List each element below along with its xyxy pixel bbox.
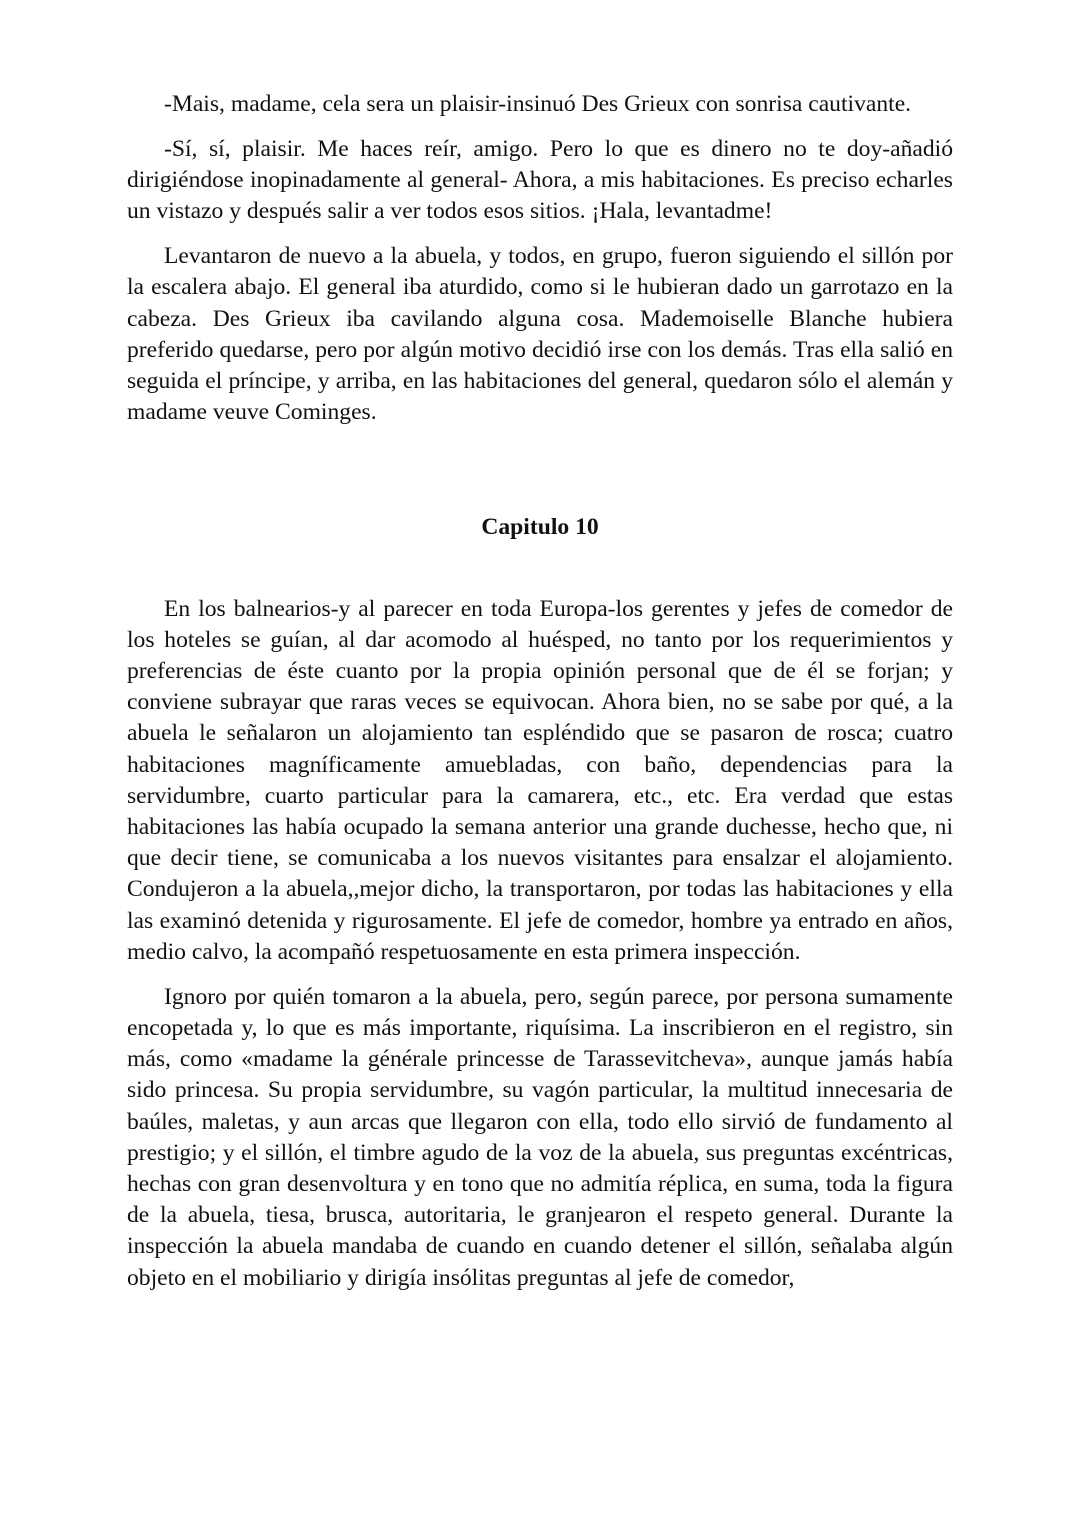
document-page <box>127 89 953 1307</box>
paragraph: Levantaron de nuevo a la abuela, y todos, en grupo, fueron siguiendo el sillón por la escalera abajo. El general iba aturdido, como si le hubieran dado un garrotazo en la cabeza. Des Grieux iba cavilando alguna cosa. Mademoiselle Blanche hubiera preferido quedarse, pero por algún motivo decidió irse con los demás. Tras ella salió en seguida el príncipe, y arriba, en las habitaciones del general, quedaron sólo el alemán y madame veuve Cominges. <box>127 243 953 426</box>
paragraph: -Sí, sí, plaisir. Me haces reír, amigo. Pero lo que es dinero no te doy-añadió dirigiéndose inopinadamente al general- Ahora, a mis habitaciones. Es preciso echarles un vistazo y después salir a ver todos esos sitios. ¡Hala, levantadme! <box>127 135 953 225</box>
chapter-title: Capitulo 10 <box>481 514 599 541</box>
paragraph: -Mais, madame, cela sera un plaisir-insinuó Des Grieux con sonrisa cautivante. <box>164 91 912 117</box>
paragraph: Ignoro por quién tomaron a la abuela, pero, según parece, por persona sumamente encopetada y, lo que es más importante, riquísima. La inscribieron en el registro, sin más, como «madame la générale princesse de Tarassevitcheva», aunque jamás había sido princesa. Su propia servidumbre, su vagón particular, la multitud innecesaria de baúles, maletas, y aun arcas que llegaron con ella, todo ello sirvió de fundamento al prestigio; y el sillón, el timbre agudo de la voz de la abuela, sus preguntas excéntricas, hechas con gran desenvoltura y en tono que no admitía réplica, en suma, toda la figura de la abuela, tiesa, brusca, autoritaria, le granjearon el respeto general. Durante la inspección la abuela mandaba de cuando en cuando detener el sillón, señalaba algún objeto en el mobiliario y dirigía insólitas preguntas al jefe de comedor, <box>127 983 953 1291</box>
paragraph: En los balnearios-y al parecer en toda Europa-los gerentes y jefes de comedor de los hoteles se guían, al dar acomodo al huésped, no tanto por los requerimientos y preferencias de éste cuanto por la propia opinión personal que de él se forjan; y conviene subrayar que raras veces se equivocan. Ahora bien, no se sabe por qué, a la abuela le señalaron un alojamiento tan espléndido que se pasaron de rosca; cuatro habitaciones magníficamente amuebladas, con baño, dependencias para la servidumbre, cuarto particular para la camarera, etc., etc. Era verdad que estas habitaciones las había ocupado la semana anterior una grande duchesse, hecho que, ni que decir tiene, se comunicaba a los nuevos visitantes para ensalzar el alojamiento. Condujeron a la abuela,,mejor dicho, la transportaron, por todas las habitaciones y ella las examinó detenida y rigurosamente. El jefe de comedor, hombre ya entrado en años, medio calvo, la acompañó respetuosamente en esta primera inspección. <box>127 595 953 965</box>
